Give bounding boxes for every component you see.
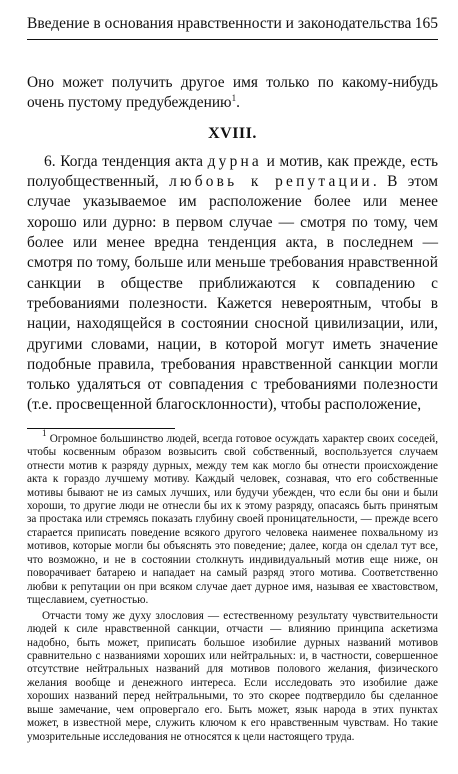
footnote-number: 1 (42, 427, 47, 438)
paragraph-6 (27, 152, 438, 416)
paragraph-text: Оно может получить другое имя только по какому-нибудь очень пустому предубеждению (27, 74, 438, 112)
paragraph-continuation (27, 73, 438, 114)
footnote-marker: 1 (231, 93, 237, 104)
running-title: Введение в основания нравственности и законодательства (27, 15, 412, 32)
paragraph-end: . (236, 94, 240, 112)
paragraph-6-middle: и мотив, как прежде, есть полуобщественный, (27, 152, 438, 191)
footnote-rule (27, 428, 175, 429)
running-header (27, 14, 438, 40)
main-text (27, 73, 438, 416)
emphasis-word: дурна (207, 152, 262, 170)
paragraph-6-rest: . В этом случае указываемое им расположение более или менее хорошо или дурно: в первом случае — смотря по тому, чем более или менее вредна тенденция акта, в последнем — смотря по тому, больше или меньше требования нравственной санкции в обществе приближаются к совпадению с требованиями полезности. Кажется невероятным, чтобы в нации, находящейся в состоянии сносной цивилизации, или, другими словами, нации, в которой могут иметь значение подобные правила, требования нравственной санкции могли только удаляться от совпадения с требованиями полезности (т.е. просвещенной благосклонности), чтобы расположение, (27, 173, 438, 414)
emphasis-phrase: любовь к репутации (169, 173, 373, 191)
footnote-1-continued: Отчасти тому же духу злословия — естественному результату чувствительности людей к силе нравственной санкции, отчасти — влиянию принципа аскетизма надобно, быть может, приписать большое изобилие дурных названий мотивов сравнительно с названиями хороших или нейтральных: и, в частности, совершенное отсутствие нейтральных названий для мотивов полового желания, физического желания вообще и денежного интереса. Если исследовать это изобилие даже хороших названий перед нейтральными, то это скорее подтвердило бы сделанное выше замечание, чем опровергало его. Быть может, язык народа в этих пунктах может, в известной мере, служить ключом к его нравственным чувствам. Но такие умозрительные исследования не относятся к цели настоящего труда. (27, 609, 438, 743)
footnote-1 (27, 427, 438, 608)
paragraph-6-start: 6. Когда тенденция акта (44, 152, 208, 170)
page-number: 165 (414, 15, 438, 32)
section-heading: XVIII. (208, 124, 257, 142)
footnote-1-text: Огромное большинство людей, всегда готовое осуждать характер своих соседей, чтобы косвенным образом возвысить свой собственный, воспользуется случаем отнести мотив к разряду дурных, между тем как могло бы отнести происхождение акта к гораздо лучшему мотиву. Каждый человек, сознавая, что его собственные мотивы бывают не из самых лучших, или будучи убежден, что если бы они и были хороши, то другие люди не отнесли бы их к этому разряду, опасаясь быть принятым за простака или стремясь показать глубину своей проницательности, — прежде всего старается приписать поведение всякого другого человека наименее похвальному из мотивов, которые могли бы объяснять это поведение; далее, когда он сделал тут все, что возможно, и не в состоянии столкнуть индивидуальный мотив еще ниже, он поворачивает батарею и нападает на самый разряд этого мотива. Соответственно любви к репутации он при всяком случае дает дурное имя, называя ее хвастовством, тщеславием, суетностью. (27, 432, 438, 607)
footnotes (27, 427, 438, 744)
